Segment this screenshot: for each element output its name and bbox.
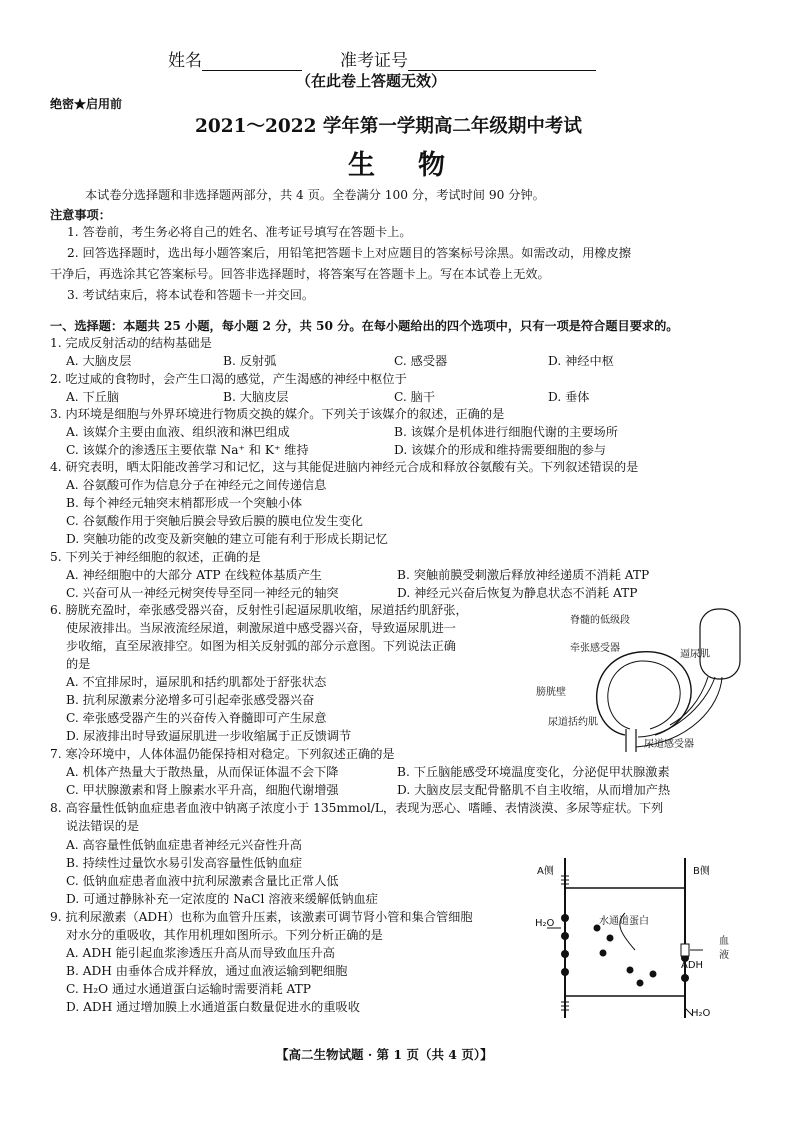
q2-option-a: A. 下丘脑 (66, 390, 120, 404)
label-stretch-receptor: 牵张感受器 (570, 643, 620, 654)
adh-diagram-svg (535, 858, 740, 1028)
adh-receptor (681, 944, 689, 956)
q7-option-d: D. 大脑皮层支配骨骼肌不自主收缩，从而增加产热 (397, 783, 671, 797)
name-field-row (168, 46, 302, 71)
question-4-stem: 4. 研究表明，晒太阳能改善学习和记忆，这与其能促进脑内神经元合成和释放谷氨酸有关。下列叙述错误的是 (50, 460, 639, 474)
name-blank (202, 52, 302, 71)
bladder-reflex-diagram (530, 607, 755, 752)
q4-option-c: C. 谷氨酸作用于突触后膜会导致后膜的膜电位发生变化 (66, 514, 363, 528)
q9-option-a: A. ADH 能引起血浆渗透压升高从而导致血压升高 (66, 946, 335, 960)
bladder-outer-wall (597, 652, 691, 735)
label-spinal-segment: 脊髓的低级段 (570, 615, 630, 626)
question-9-line2: 对水分的重吸收，其作用机理如图所示。下列分析正确的是 (66, 928, 383, 942)
q1-option-a: A. 大脑皮层 (66, 354, 132, 368)
question-9-line1: 9. 抗利尿激素（ADH）也称为血管升压素，该激素可调节肾小管和集合管细胞 (50, 910, 473, 924)
q9-option-d: D. ADH 通过增加膜上水通道蛋白数量促进水的重吸收 (66, 1000, 360, 1014)
exam-no-label: 准考证号 (340, 51, 408, 71)
bladder-inner-wall (608, 661, 680, 729)
q1-option-d: D. 神经中枢 (548, 354, 614, 368)
adh-mechanism-diagram (535, 858, 740, 1028)
name-label: 姓名 (168, 51, 202, 71)
question-6-line4: 的是 (66, 657, 91, 671)
q9-option-b: B. ADH 由垂体合成并释放，通过血液运输到靶细胞 (66, 964, 348, 978)
q8-option-b: B. 持续性过量饮水易引发高容量性低钠血症 (66, 856, 303, 870)
question-6-line1: 6. 膀胱充盈时，牵张感受器兴奋，反射性引起逼尿肌收缩，尿道括约肌舒张， (50, 603, 468, 617)
q7-option-c: C. 甲状腺激素和肾上腺素水平升高，细胞代谢增强 (66, 783, 339, 797)
label-adh: ADH (681, 960, 704, 971)
note-2a: 2. 回答选择题时，选出每小题答案后，用铅笔把答题卡上对应题目的答案标号涂黑。如需改动，用橡皮擦 (67, 246, 631, 260)
note-1: 1. 答卷前，考生务必将自己的姓名、准考证号填写在答题卡上。 (67, 225, 412, 239)
q6-option-a: A. 不宜排尿时，逼尿肌和括约肌都处于舒张状态 (66, 675, 327, 689)
q4-option-b: B. 每个神经元轴突末梢都形成一个突触小体 (66, 496, 303, 510)
exam-no-blank (408, 52, 596, 71)
secret-mark: 绝密★启用前 (50, 97, 123, 111)
q5-option-d: D. 神经元兴奋后恢复为静息状态不消耗 ATP (397, 586, 638, 600)
note-3: 3. 考试结束后，将本试卷和答题卡一并交回。 (67, 288, 315, 302)
question-5-stem: 5. 下列关于神经细胞的叙述，正确的是 (50, 550, 261, 564)
q4-option-a: A. 谷氨酸可作为信息分子在神经元之间传递信息 (66, 478, 327, 492)
q2-option-b: B. 大脑皮层 (223, 390, 289, 404)
label-h2o-bottom: H₂O (691, 1008, 711, 1019)
q2-option-c: C. 脑干 (394, 390, 436, 404)
question-1-stem: 1. 完成反射活动的结构基础是 (50, 336, 212, 350)
bladder-diagram-svg (530, 607, 755, 752)
q4-option-d: D. 突触功能的改变及新突触的建立可能有利于形成长期记忆 (66, 532, 388, 546)
q1-option-c: C. 感受器 (394, 354, 448, 368)
q6-option-c: C. 牵张感受器产生的兴奋传入脊髓即可产生尿意 (66, 711, 327, 725)
invalid-note: （在此卷上答题无效） (296, 72, 447, 90)
section-heading: 一、选择题：本题共 25 小题，每小题 2 分，共 50 分。在每小题给出的四个选项中，只有一项是符合题目要求的。 (50, 319, 679, 333)
question-6-line2: 使尿液排出。当尿液流经尿道，刺激尿道中感受器兴奋，导致逼尿肌进一 (66, 621, 456, 635)
q5-option-b: B. 突触前膜受刺激后释放神经递质不消耗 ATP (397, 568, 650, 582)
exam-title: 2021～2022 学年第一学期高二年级期中考试 (195, 116, 582, 137)
q2-option-d: D. 垂体 (548, 390, 590, 404)
q5-option-a: A. 神经细胞中的大部分 ATP 在线粒体基质产生 (66, 568, 322, 582)
q8-option-c: C. 低钠血症患者血液中抗利尿激素含量比正常人低 (66, 874, 339, 888)
q7-option-a: A. 机体产热量大于散热量，从而保证体温不会下降 (66, 765, 339, 779)
q1-option-b: B. 反射弧 (223, 354, 277, 368)
q3-option-d: D. 该媒介的形成和维持需要细胞的参与 (394, 443, 607, 457)
label-side-b: B侧 (693, 866, 710, 877)
label-h2o-left: H₂O (535, 918, 555, 929)
question-7-stem: 7. 寒冷环境中，人体体温仍能保持相对稳定。下列叙述正确的是 (50, 747, 395, 761)
label-detrusor: 逼尿肌 (680, 649, 710, 660)
label-water-channel: 水通道蛋白 (599, 916, 649, 927)
q8-option-a: A. 高容量性低钠血症患者神经元兴奋性升高 (66, 838, 302, 852)
question-2-stem: 2. 吃过咸的食物时，会产生口渴的感觉，产生渴感的神经中枢位于 (50, 372, 407, 386)
label-blood-2: 液 (719, 950, 729, 961)
q6-option-d: D. 尿液排出时导致逼尿肌进一步收缩属于正反馈调节 (66, 729, 352, 743)
q6-option-b: B. 抗利尿激素分泌增多可引起牵张感受器兴奋 (66, 693, 315, 707)
spinal-cord-shape (700, 609, 740, 679)
note-2b: 干净后，再选涂其它答案标号。回答非选择题时，将答案写在答题卡上。写在本试卷上无效。 (50, 267, 550, 281)
intro-text: 本试卷分选择题和非选择题两部分，共 4 页。全卷满分 100 分，考试时间 90 分钟。 (85, 188, 545, 202)
question-8-line1: 8. 高容量性低钠血症患者血液中钠离子浓度小于 135mmol/L，表现为恶心、嗜睡、表情淡漠、多尿等症状。下列 (50, 801, 664, 815)
label-blood-1: 血 (719, 936, 729, 947)
q5-option-c: C. 兴奋可从一神经元树突传导至同一神经元的轴突 (66, 586, 339, 600)
q3-option-a: A. 该媒介主要由血液、组织液和淋巴组成 (66, 425, 290, 439)
subject-title: 生 物 (348, 150, 453, 181)
question-3-stem: 3. 内环境是细胞与外界环境进行物质交换的媒介。下列关于该媒介的叙述，正确的是 (50, 407, 505, 421)
q3-option-c: C. 该媒介的渗透压主要依靠 Na⁺ 和 K⁺ 维持 (66, 443, 309, 457)
q9-option-c: C. H₂O 通过水通道蛋白运输时需要消耗 ATP (66, 982, 311, 996)
label-urethra-receptor: 尿道感受器 (644, 739, 694, 750)
label-sphincter: 尿道括约肌 (548, 717, 598, 728)
question-8-line2: 说法错误的是 (66, 819, 140, 833)
label-bladder-wall: 膀胱壁 (536, 687, 566, 698)
exam-no-field-row (340, 46, 596, 71)
q7-option-b: B. 下丘脑能感受环境温度变化，分泌促甲状腺激素 (397, 765, 670, 779)
q8-option-d: D. 可通过静脉补充一定浓度的 NaCl 溶液来缓解低钠血症 (66, 892, 378, 906)
q3-option-b: B. 该媒介是机体进行细胞代谢的主要场所 (394, 425, 618, 439)
nerve-fiber-2 (638, 677, 715, 737)
notes-title: 注意事项： (50, 208, 111, 222)
question-6-line3: 步收缩，直至尿液排空。如图为相关反射弧的部分示意图。下列说法正确 (66, 639, 456, 653)
label-side-a: A侧 (537, 866, 554, 877)
page-footer: 【高二生物试题 · 第 1 页（共 4 页）】 (276, 1047, 493, 1062)
